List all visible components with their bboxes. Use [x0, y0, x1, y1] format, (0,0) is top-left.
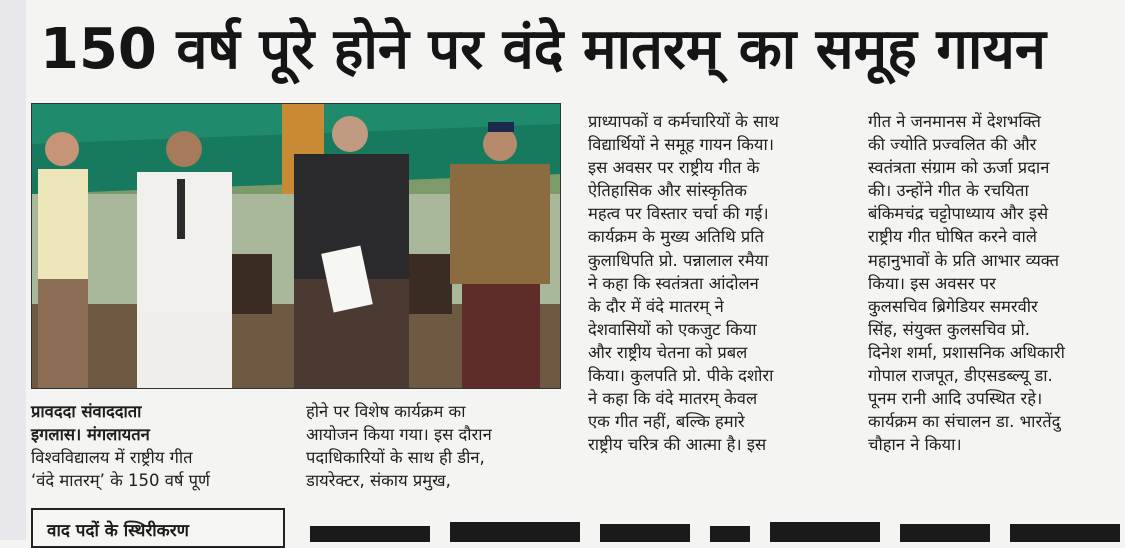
text-line: की ज्योति प्रज्वलित की और	[868, 135, 1037, 155]
text-line: राष्ट्रीय गीत घोषित करने वाले	[868, 227, 1037, 247]
text-line: ने कहा कि वंदे मातरम् केवल	[588, 389, 758, 409]
text-line: इस अवसर पर राष्ट्रीय गीत के	[588, 158, 760, 178]
article-column-2	[306, 400, 578, 492]
text-line: विश्वविद्यालय में राष्ट्रीय गीत	[31, 448, 193, 468]
text-line: किया। कुलपति प्रो. पीके दशोरा	[588, 366, 774, 386]
text-line: पदाधिकारियों के साथ ही डीन,	[306, 448, 485, 468]
article-column-1	[31, 400, 276, 492]
text-line: कार्यक्रम के मुख्य अतिथि प्रति	[588, 227, 764, 247]
text-line: महानुभावों के प्रति आभार व्यक्त	[868, 250, 1060, 270]
text-line: एक गीत नहीं, बल्कि हमारे	[588, 412, 745, 432]
text-line: होने पर विशेष कार्यक्रम का	[306, 402, 466, 421]
next-article-box-heading	[31, 508, 285, 548]
article-column-4	[868, 110, 1123, 456]
text-line: गोपाल राजपूत, डीएसडब्ल्यू डा.	[868, 366, 1053, 386]
text-line: कार्यक्रम का संचालन डा. भारतेंदु	[868, 412, 1061, 432]
text-line: विद्यार्थियों ने समूह गायन किया।	[588, 135, 775, 155]
text-line: कुलाधिपति प्रो. पन्नालाल रमैया	[588, 250, 769, 270]
headline: 150 वर्ष पूरे होने पर वंदे मातरम् का समूह गायन	[40, 17, 1046, 82]
text-line: की। उन्होंने गीत के रचयिता	[868, 181, 1029, 201]
text-line: बंकिमचंद्र चट्टोपाध्याय और इसे	[868, 204, 1049, 224]
text-line: आयोजन किया गया। इस दौरान	[306, 425, 492, 445]
text-line: चौहान ने किया।	[868, 435, 962, 455]
text-line: इगलास। मंगलायतन	[31, 425, 150, 445]
text-line: पूनम रानी आदि उपस्थित रहे।	[868, 389, 1043, 409]
text-line: ऐतिहासिक और सांस्कृतिक	[588, 181, 747, 201]
article-column-3	[588, 110, 848, 456]
text-line: महत्व पर विस्तार चर्चा की गई।	[588, 204, 769, 224]
text-line: देशवासियों को एकजुट किया	[588, 319, 757, 339]
news-photo	[31, 103, 561, 389]
text-line: के दौर में वंदे मातरम् ने	[588, 296, 724, 316]
text-line: गीत ने जनमानस में देशभक्ति	[868, 112, 1041, 131]
next-article-box-text: वाद पदों के स्थिरीकरण	[47, 521, 189, 541]
byline: प्रावददा संवाददाता	[31, 402, 142, 421]
text-line: ‘वंदे मातरम्’ के 150 वर्ष पूर्ण	[31, 471, 210, 491]
text-line: कुलसचिव ब्रिगेडियर समरवीर	[868, 296, 1038, 316]
text-line: डायरेक्टर, संकाय प्रमुख,	[306, 471, 451, 491]
text-line: ने कहा कि स्वतंत्रता आंदोलन	[588, 273, 759, 293]
text-line: राष्ट्रीय चरित्र की आत्मा है। इस	[588, 435, 767, 455]
text-line: किया। इस अवसर पर	[868, 273, 996, 293]
next-headline-cropped	[300, 512, 1125, 542]
text-line: दिनेश शर्मा, प्रशासनिक अधिकारी	[868, 342, 1065, 362]
text-line: स्वतंत्रता संग्राम को ऊर्जा प्रदान	[868, 158, 1050, 178]
text-line: प्राध्यापकों व कर्मचारियों के साथ	[588, 112, 779, 131]
page-margin	[0, 0, 26, 540]
text-line: सिंह, संयुक्त कुलसचिव प्रो.	[868, 319, 1030, 339]
text-line: और राष्ट्रीय चेतना को प्रबल	[588, 342, 748, 362]
